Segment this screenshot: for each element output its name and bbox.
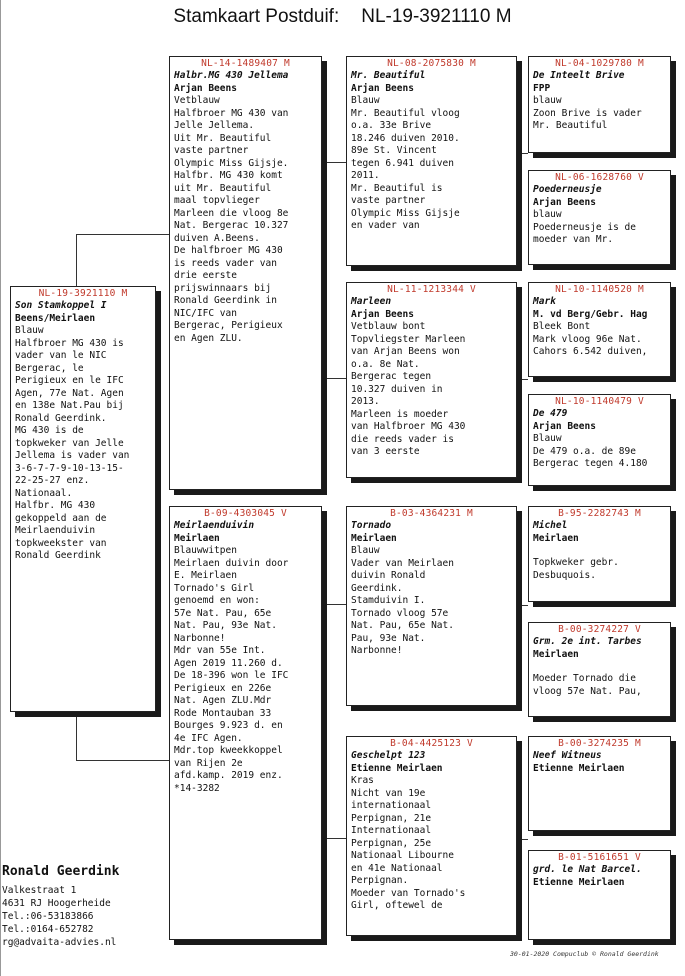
pigeon-owner: FPP xyxy=(533,82,551,94)
connector xyxy=(76,712,77,760)
pigeon-name: grd. le Nat Barcel. xyxy=(533,864,642,875)
pigeon-description: De 479 o.a. de 89e Bergerac tegen 4.180 xyxy=(533,445,648,469)
ring-number: B-00-3274227 V xyxy=(558,624,641,635)
connector xyxy=(517,379,528,380)
pigeon-owner: Arjan Beens xyxy=(351,82,414,94)
pigeon-name: Mark xyxy=(533,296,556,307)
pigeon-owner: Meirlaen xyxy=(174,532,220,544)
pigeon-color: blauw xyxy=(533,95,562,106)
pigeon-name: Meirlaenduivin xyxy=(174,520,255,531)
pigeon-name: Geschelpt 123 xyxy=(351,750,426,761)
connector xyxy=(322,378,346,379)
pigeon-color: Vetblauw xyxy=(174,95,220,106)
ring-number: NL-08-2075830 M xyxy=(387,58,476,69)
ring-number: NL-04-1029780 M xyxy=(555,58,644,69)
pigeon-owner: Arjan Beens xyxy=(533,420,596,432)
pigeon-name: Halbr.MG 430 Jellema xyxy=(174,70,289,81)
ring-number: B-01-5161651 V xyxy=(558,852,641,863)
ring-number: B-04-4425123 V xyxy=(390,738,473,749)
pigeon-description: Mr. Beautiful vloog o.a. 33e Brive 18.246 duiven 2010. 89e St. Vincent tegen 6.941 duiven 2011. Mr. Beautiful is vaste partner Olympic Miss Gijsje en vader van xyxy=(351,107,460,231)
pigeon-card-main xyxy=(10,286,156,712)
pigeon-card-mother xyxy=(169,506,322,940)
pigeon-owner: Etienne Meirlaen xyxy=(533,762,625,774)
pigeon-color: Blauw xyxy=(15,325,44,336)
pigeon-owner: Arjan Beens xyxy=(533,196,596,208)
connector xyxy=(76,760,169,761)
pigeon-owner: Arjan Beens xyxy=(174,82,237,94)
pigeon-card-mfm xyxy=(528,622,671,717)
pigeon-owner: Etienne Meirlaen xyxy=(533,876,625,888)
pigeon-description: Halfbroer MG 430 is vader van le NIC Bergerac, le Perigieux en le IFC Agen, 77e Nat. Agen en 138e Nat.Pau bij Ronald Geerdink. MG 430 is de topkweker van Jelle Jellema is vader van 3-6-7-7-9-10-13-15- 22-25-27 enz. Nationaal. Halfbr. MG 430 gekoppeld aan de Meirlaenduivin topkweekster van Ronald Geerdink xyxy=(15,337,130,561)
pigeon-color xyxy=(533,545,666,557)
ring-number: NL-14-1489407 M xyxy=(201,58,290,69)
pigeon-color xyxy=(533,661,666,673)
pigeon-color: Bleek Bont xyxy=(533,321,591,332)
connector xyxy=(322,162,346,163)
pigeon-card-father-mother xyxy=(346,282,517,478)
title-ring: NL-19-3921110 M xyxy=(361,6,512,27)
pigeon-name: Tornado xyxy=(351,520,392,531)
pigeon-description: Vader van Meirlaen duivin Ronald Geerdink. Stamduivin I. Tornado vloog 57e Nat. Pau, 65e Nat. Pau, 93e Nat. Narbonne! xyxy=(351,557,454,656)
ring-number: NL-10-1140479 V xyxy=(555,396,644,407)
pigeon-description: Nicht van 19e internationaal Perpignan, 21e Internationaal Perpignan, 25e Nationaal Libourne en 41e Nationaal Perpignan. Moeder van Tornado's Girl, oftewel de xyxy=(351,787,466,911)
pigeon-card-fmm xyxy=(528,394,671,486)
ring-number: NL-11-1213344 V xyxy=(387,284,476,295)
pigeon-description: Mark vloog 96e Nat. Cahors 6.542 duiven, xyxy=(533,333,648,357)
pigeon-description: Topvliegster Marleen van Arjan Beens won o.a. 8e Nat. Bergerac tegen 10.327 duiven in 2013. Marleen is moeder van Halfbroer MG 430 die reeds vader is van 3 eerste xyxy=(351,333,466,457)
connector xyxy=(322,604,346,605)
owner-block xyxy=(2,864,119,949)
ring-number: B-00-3274235 M xyxy=(558,738,641,749)
pigeon-color: blauw xyxy=(533,209,562,220)
owner-phone-mobile: Tel.:06-53183866 xyxy=(2,911,94,922)
pigeon-color: Blauwwitpen xyxy=(174,545,237,556)
pigeon-name: Michel xyxy=(533,520,568,531)
pigeon-name: Marleen xyxy=(351,296,392,307)
pigeon-color: Blauw xyxy=(351,95,380,106)
page-title xyxy=(0,6,685,28)
pigeon-card-father-father xyxy=(346,56,517,266)
pigeon-owner: Beens/Meirlaen xyxy=(15,312,96,324)
pigeon-card-mmf xyxy=(528,736,671,831)
pigeon-description: Meirlaen duivin door E. Meirlaen Tornado's Girl genoemd en won: 57e Nat. Pau, 65e Nat. Pau, 93e Nat. Narbonne! Mdr van 55e Int. Agen 2019 11.260 d. De 18-396 won le IFC Perigieux en 226e Nat. Agen ZLU.Mdr Rode Montauban 33 Bourges 9.923 d. en 4e IFC Agen. Mdr.top kweekkoppel van Rijen 2e afd.kamp. 2019 enz. *14-3282 xyxy=(174,557,289,794)
pigeon-card-mff xyxy=(528,506,671,602)
pigeon-description: Zoon Brive is vader Mr. Beautiful xyxy=(533,107,642,131)
pigeon-description: Topkweker gebr. Desbuquois. xyxy=(533,557,619,581)
page-edge xyxy=(0,0,1,976)
pigeon-card-mother-father xyxy=(346,506,517,706)
print-stamp: 30-01-2020 Compuclub © Ronald Geerdink xyxy=(510,950,659,958)
pigeon-card-mother-mother xyxy=(346,736,517,936)
pigeon-owner: Meirlaen xyxy=(533,648,579,660)
pigeon-color: Kras xyxy=(351,775,374,786)
pigeon-card-father xyxy=(169,56,322,490)
pigeon-owner: Etienne Meirlaen xyxy=(351,762,443,774)
pigeon-owner: Arjan Beens xyxy=(351,308,414,320)
pigeon-card-ffm xyxy=(528,170,671,265)
pigeon-name: Neef Witneus xyxy=(533,750,602,761)
title-label: Stamkaart Postduif: xyxy=(173,6,340,27)
pigeon-description: Poederneusje is de moeder van Mr. xyxy=(533,221,636,245)
pigeon-description: Halfbroer MG 430 van Jelle Jellema. Uit Mr. Beautiful vaste partner Olympic Miss Gijsje. Halfbr. MG 430 komt uit Mr. Beautiful maal topvlieger Marleen die vloog 8e Nat. Bergerac 10.327 duiven A.Beens. De halfbroer MG 430 is reeds vader van drie eerste prijswinnaars bij Ronald Geerdink in NIC/IFC van Bergerac, Perigieux en Agen ZLU. xyxy=(174,107,289,344)
connector xyxy=(322,838,346,839)
owner-name: Ronald Geerdink xyxy=(2,864,120,879)
connector xyxy=(76,234,77,286)
pigeon-color: Blauw xyxy=(351,545,380,556)
pigeon-owner: Meirlaen xyxy=(351,532,397,544)
pigeon-card-fff xyxy=(528,56,671,153)
pigeon-card-fmf xyxy=(528,282,671,377)
pigeon-owner: Meirlaen xyxy=(533,532,579,544)
pigeon-description: Moeder Tornado die vloog 57e Nat. Pau, xyxy=(533,673,642,697)
connector xyxy=(76,234,169,235)
connector xyxy=(517,153,528,154)
owner-phone: Tel.:0164-652782 xyxy=(2,924,94,935)
pigeon-card-mmm xyxy=(528,850,671,940)
pigeon-name: De 479 xyxy=(533,408,568,419)
owner-street: Valkestraat 1 xyxy=(2,885,77,896)
pigeon-name: De Inteelt Brive xyxy=(533,70,625,81)
pigeon-name: Mr. Beautiful xyxy=(351,70,426,81)
pigeon-name: Poederneusje xyxy=(533,184,602,195)
ring-number: NL-10-1140520 M xyxy=(555,284,644,295)
ring-number: B-09-4303045 V xyxy=(204,508,287,519)
pigeon-name: Grm. 2e int. Tarbes xyxy=(533,636,642,647)
pigeon-color: Blauw xyxy=(533,433,562,444)
ring-number: NL-19-3921110 M xyxy=(38,288,128,299)
pigeon-owner: M. vd Berg/Gebr. Hag xyxy=(533,308,648,320)
pigeon-name: Son Stamkoppel I xyxy=(15,300,107,311)
ring-number: B-95-2282743 M xyxy=(558,508,641,519)
connector xyxy=(517,605,528,606)
ring-number: B-03-4364231 M xyxy=(390,508,473,519)
owner-city: 4631 RJ Hoogerheide xyxy=(2,898,111,909)
ring-number: NL-06-1628760 V xyxy=(555,172,644,183)
connector xyxy=(517,839,528,840)
pigeon-color: Vetblauw bont xyxy=(351,321,426,332)
owner-email: rg@advaita-advies.nl xyxy=(2,937,117,948)
